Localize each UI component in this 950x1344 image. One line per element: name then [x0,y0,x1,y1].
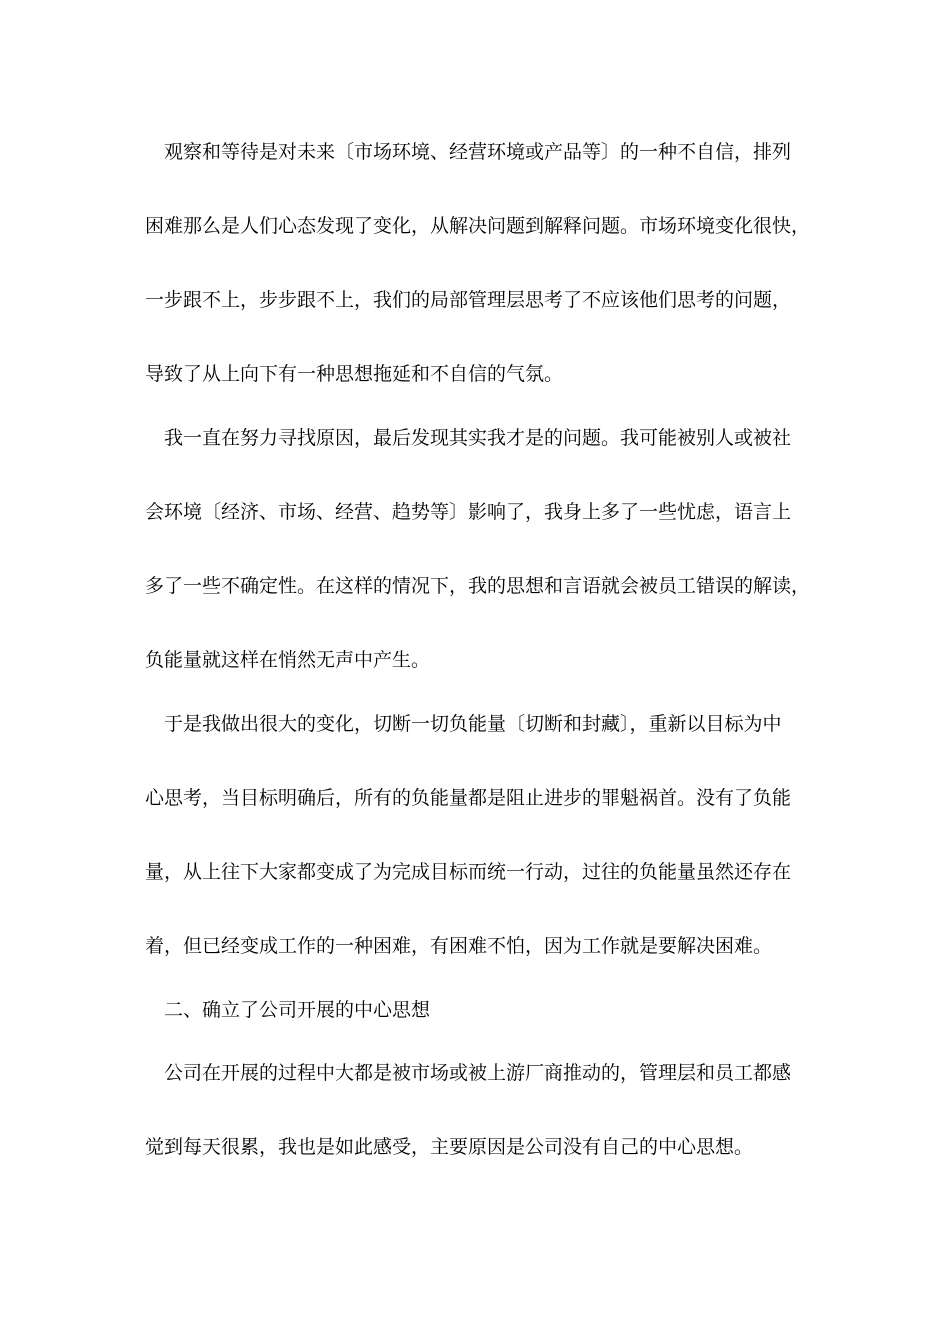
paragraph-3-line-1: 于是我做出很大的变化，切断一切负能量〔切断和封藏〕，重新以目标为中 [164,713,782,735]
paragraph-3-line-4: 着，但已经变成工作的一种困难，有困难不怕，因为工作就是要解决困难。 [145,935,773,957]
paragraph-2-line-4: 负能量就这样在悄然无声中产生。 [145,649,431,671]
paragraph-1-line-2: 困难那么是人们心态发现了变化，从解决问题到解释问题。市场环境变化很快， [145,215,811,237]
paragraph-1-line-1: 观察和等待是对未来〔市场环境、经营环境或产品等〕的一种不自信，排列 [164,141,792,163]
paragraph-3-line-3: 量，从上往下大家都变成了为完成目标而统一行动，过往的负能量虽然还存在 [145,861,792,883]
paragraph-2-line-1: 我一直在努力寻找原因，最后发现其实我才是的问题。我可能被别人或被社 [164,427,792,449]
paragraph-1-line-3: 一步跟不上，步步跟不上，我们的局部管理层思考了不应该他们思考的问题， [145,289,792,311]
paragraph-4-line-2: 觉到每天很累，我也是如此感受，主要原因是公司没有自己的中心思想。 [145,1136,754,1158]
paragraph-2-line-3: 多了一些不确定性。在这样的情况下，我的思想和言语就会被员工错误的解读， [145,575,811,597]
section-heading: 二、确立了公司开展的中心思想 [164,999,431,1021]
paragraph-4-line-1: 公司在开展的过程中大都是被市场或被上游厂商推动的，管理层和员工都感 [164,1062,792,1084]
paragraph-3-line-2: 心思考，当目标明确后，所有的负能量都是阻止进步的罪魁祸首。没有了负能 [145,787,792,809]
paragraph-2-line-2: 会环境〔经济、市场、经营、趋势等〕影响了，我身上多了一些忧虑，语言上 [145,501,792,523]
paragraph-1-line-4: 导致了从上向下有一种思想拖延和不自信的气氛。 [145,363,564,385]
